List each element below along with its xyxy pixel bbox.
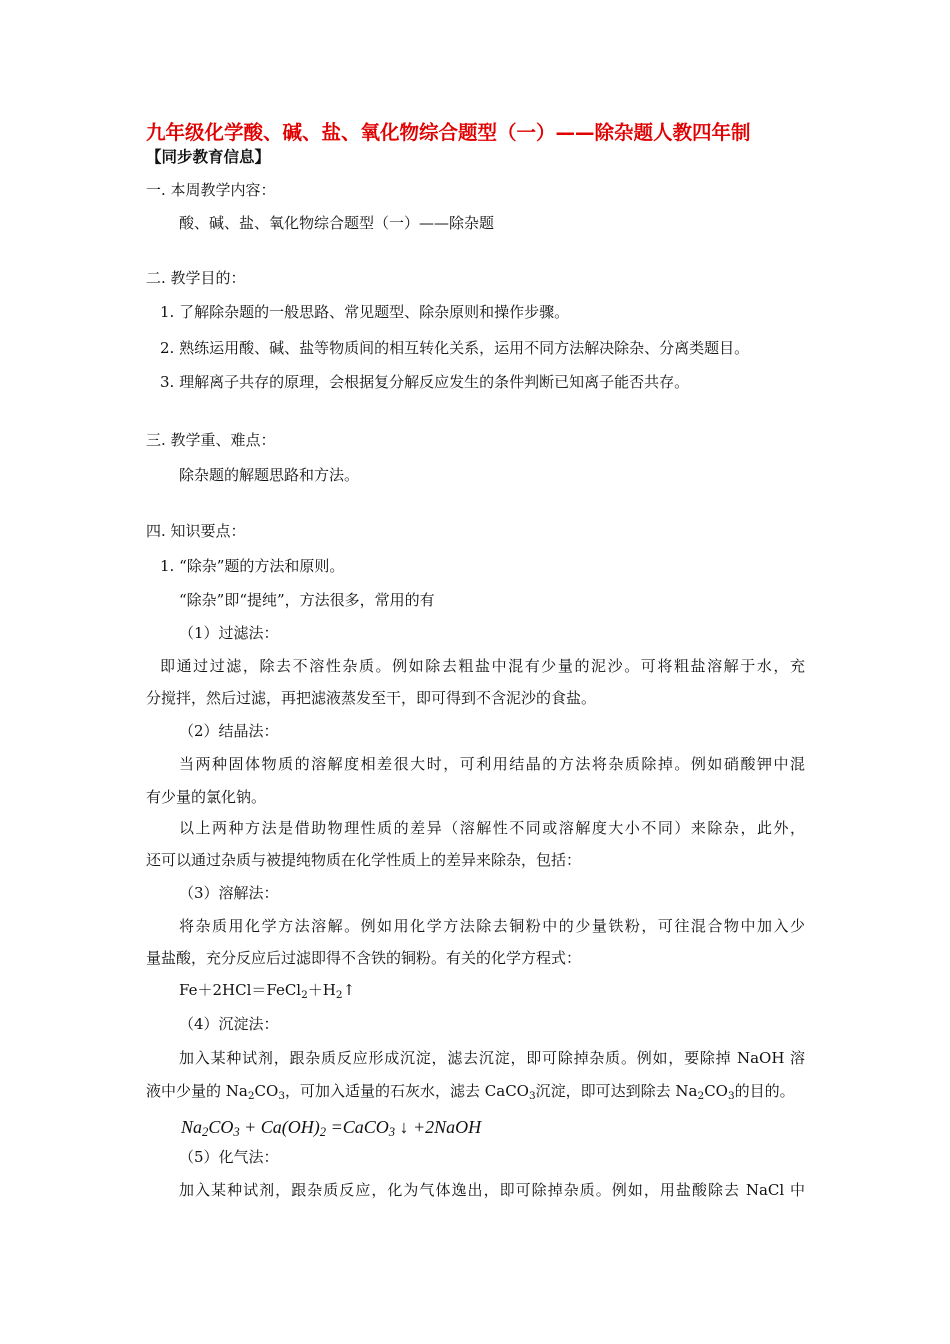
knowledge-point-1: 1. “除杂”题的方法和原则。: [160, 557, 345, 575]
method-4-line-2: [146, 1081, 795, 1101]
formula-subscript: 2: [319, 1125, 327, 1139]
formula-subscript: 3: [388, 1125, 396, 1139]
method-5-label: （5）化气法：: [179, 1148, 279, 1166]
subscript: 2: [247, 1090, 255, 1102]
equation-subscript: 2: [301, 989, 308, 1001]
document-subtitle: 【同步教育信息】: [146, 148, 271, 166]
method-4-label: （4）沉淀法：: [179, 1015, 279, 1033]
method-2-line-4: 还可以通过杂质与被提纯物质在化学性质上的差异来除杂，包括：: [146, 851, 582, 869]
objective-item-2: 2. 熟练运用酸、碱、盐等物质间的相互转化关系，运用不同方法解决除杂、分离类题目。: [160, 339, 750, 357]
equation-subscript: 2: [335, 989, 343, 1001]
text-part: 沉淀，即可达到除去 Na: [535, 1082, 698, 1100]
objective-item-3: 3. 理解离子共存的原理，会根据复分解反应发生的条件判断已知离子能否共存。: [160, 373, 690, 391]
subscript: 3: [727, 1090, 735, 1102]
section-4-heading: 四. 知识要点：: [146, 522, 246, 540]
text-part: CO: [704, 1082, 728, 1100]
method-3-line-1: 将杂质用化学方法溶解。例如用化学方法除去铜粉中的少量铁粉，可往混合物中加入少: [179, 917, 805, 935]
text-part: ，可加入适量的石灰水，滤去 CaCO: [285, 1082, 529, 1100]
subscript: 3: [528, 1090, 536, 1102]
section-2-heading: 二. 教学目的：: [146, 269, 246, 287]
method-2-label: （2）结晶法：: [179, 722, 279, 740]
subscript: 3: [278, 1090, 285, 1102]
gas-arrow: ↑: [342, 981, 356, 999]
document-title: 九年级化学酸、碱、盐、氧化物综合题型（一）——除杂题人教四年制: [146, 121, 751, 144]
knowledge-intro: “除杂”即“提纯”，方法很多，常用的有: [179, 591, 435, 609]
text-part: 液中少量的 Na: [146, 1082, 248, 1100]
section-1-body: 酸、碱、盐、氧化物综合题型（一）——除杂题: [179, 214, 495, 232]
section-3-heading: 三. 教学重、难点：: [146, 431, 276, 449]
formula-subscript: 2: [202, 1125, 209, 1139]
method-2-line-2: 有少量的氯化钠。: [146, 788, 267, 806]
subscript: 2: [697, 1090, 705, 1102]
method-3-line-2: 量盐酸，充分反应后过滤即得不含铁的铜粉。有关的化学方程式：: [146, 949, 582, 967]
section-3-body: 除杂题的解题思路和方法。: [179, 466, 360, 484]
method-5-line-1: 加入某种试剂，跟杂质反应，化为气体逸出，即可除掉杂质。例如，用盐酸除去 NaCl 中: [179, 1181, 805, 1199]
method-2-line-3: 以上两种方法是借助物理性质的差异（溶解性不同或溶解度大小不同）来除杂，此外，: [179, 819, 805, 837]
formula-part: CO: [208, 1117, 234, 1137]
section-1-heading: 一. 本周教学内容：: [146, 181, 276, 199]
objective-item-1: 1. 了解除杂题的一般思路、常见题型、除杂原则和操作步骤。: [160, 303, 570, 321]
equation-part: Fe＋2HCl＝FeCl: [179, 981, 302, 999]
sodium-carbonate-equation: [181, 1117, 481, 1138]
iron-hcl-equation: [179, 980, 355, 1000]
method-1-line-2: 分搅拌，然后过滤，再把滤液蒸发至干，即可得到不含泥沙的食盐。: [146, 689, 597, 707]
method-1-label: （1）过滤法：: [179, 624, 279, 642]
method-3-label: （3）溶解法：: [179, 884, 279, 902]
formula-part: Na: [181, 1117, 203, 1137]
formula-subscript: 3: [233, 1125, 240, 1139]
method-4-line-1: 加入某种试剂，跟杂质反应形成沉淀，滤去沉淀，即可除掉杂质。例如，要除掉 NaOH 溶: [179, 1049, 805, 1067]
formula-part: + Ca(OH): [239, 1117, 320, 1137]
equation-part: ＋H: [307, 981, 336, 999]
text-part: 的目的。: [734, 1082, 795, 1100]
formula-part: ↓ +2NaOH: [395, 1117, 482, 1137]
text-part: CO: [254, 1082, 279, 1100]
method-2-line-1: 当两种固体物质的溶解度相差很大时，可利用结晶的方法将杂质除掉。例如硝酸钾中混: [179, 755, 805, 773]
formula-part: =CaCO: [326, 1117, 389, 1137]
method-1-line-1: 即通过过滤，除去不溶性杂质。例如除去粗盐中混有少量的泥沙。可将粗盐溶解于水，充: [160, 657, 805, 675]
